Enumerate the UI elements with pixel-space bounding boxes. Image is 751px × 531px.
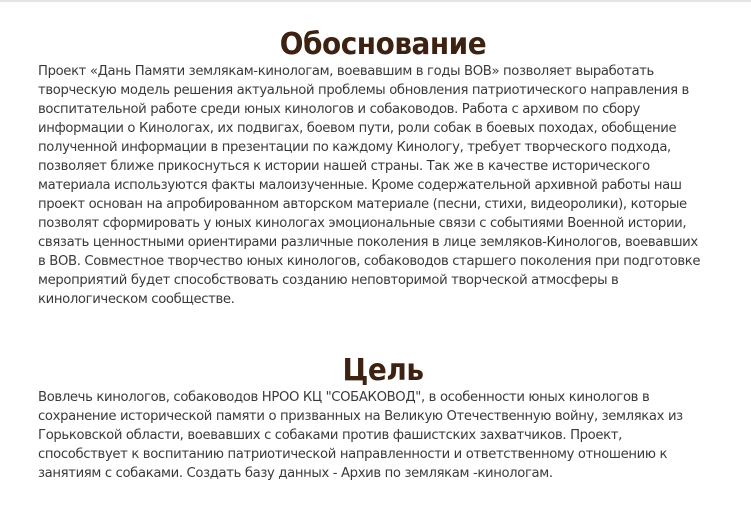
text-line: в ВОВ. Совместное творчество юных кинологов, собаководов старшего поколения при подготовке [38, 254, 701, 269]
text-line: проект основан на апробированном авторском материале (песни, стихи, видеоролики), которые [38, 197, 687, 212]
section-goal [38, 354, 728, 483]
text-line: занятиям с собаками. Создать базу данных - Архив по землякам -кинологам. [38, 466, 553, 481]
text-line: способствует к воспитанию патриотической направленности и ответственному отношению к [38, 447, 668, 462]
text-line: позволяет ближе прикоснуться к истории нашей страны. Так же в качестве исторического [38, 159, 650, 174]
text-line: позволят сформировать у юных кинологах эмоциональные связи с событиями Военной истории, [38, 216, 687, 231]
text-line: творческую модель решения актуальной проблемы обновления патриотического направления в [38, 83, 689, 98]
text-line: информации о Кинологах, их подвигах, боевом пути, роли собак в боевых походах, обобщение [38, 121, 677, 136]
text-line: связать ценностными ориентирами различные поколения в лице земляков-Кинологов, воевавших [38, 235, 698, 250]
top-divider [0, 0, 751, 2]
text-line: полученной информации в презентации по каждому Кинологу, требует творческого подхода, [38, 140, 671, 155]
text-line: мероприятий будет способствовать созданию неповторимой творческой атмосферы в [38, 273, 619, 288]
section-body-goal [38, 388, 728, 483]
text-line: Вовлечь кинологов, собаководов НРОО КЦ "СОБАКОВОД", в особенности юных кинологов в [38, 390, 650, 405]
section-title-goal: Цель [342, 353, 424, 388]
text-line: воспитательной работе среди юных кинологов и собаководов. Работа с архивом по сбору [38, 102, 640, 117]
text-line: кинологическом сообществе. [38, 292, 235, 307]
text-line: сохранение исторической памяти о призванных на Великую Отечественную войну, земляках из [38, 409, 683, 424]
text-line: Проект «Дань Памяти землякам-кинологам, воевавшим в годы ВОВ» позволяет выработать [38, 64, 654, 79]
text-line: материала используются факты малоизученные. Кроме содержательной архивной работы наш [38, 178, 682, 193]
text-line: Горьковской области, воевавших с собаками против фашистских захватчиков. Проект, [38, 428, 622, 443]
section-justification [38, 28, 728, 309]
section-body-justification [38, 62, 728, 309]
section-title-justification: Обоснование [279, 27, 487, 62]
